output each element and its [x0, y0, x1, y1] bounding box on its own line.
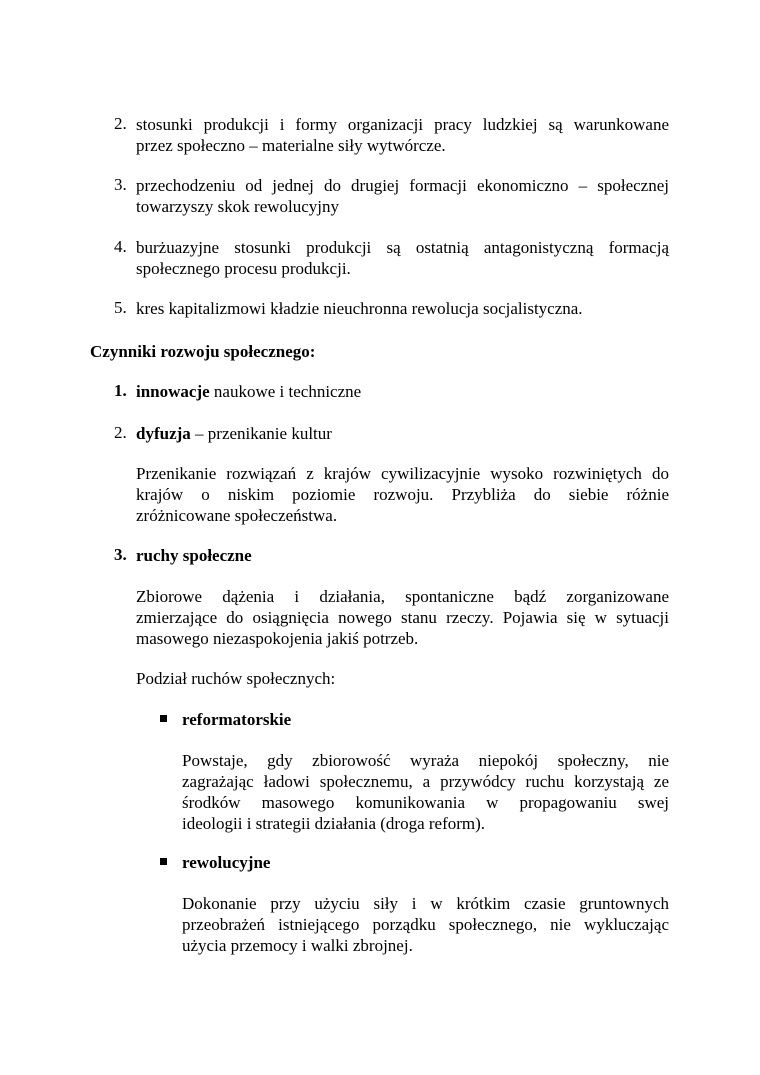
- factor-1: [136, 381, 361, 402]
- movement-type-name: reformatorskie: [182, 710, 292, 729]
- list-item-text: [136, 237, 669, 279]
- factor-2-description: [136, 463, 669, 526]
- text-line: użycia przemocy i walki zbrojnej.: [182, 936, 413, 955]
- text-line: zagrażając ładowi społecznemu, a przywódcy ruchu korzystają ze: [182, 772, 669, 791]
- factor-number: 1.: [114, 381, 127, 400]
- list-number: 4.: [114, 237, 127, 256]
- text-line: ideologii i strategii działania (droga reform).: [182, 814, 486, 833]
- factor-rest: – przenikanie kultur: [190, 424, 332, 443]
- text-line: Dokonanie przy użyciu siły i w krótkim czasie gruntownych: [182, 894, 669, 913]
- text-line: przez społeczno – materialne siły wytwórcze.: [136, 136, 446, 155]
- text-line: środków masowego komunikowania w propagowaniu swej: [182, 793, 669, 812]
- division-label: Podział ruchów społecznych:: [136, 669, 336, 688]
- text-line: przechodzeniu od jednej do drugiej formacji ekonomiczno – społecznej: [136, 176, 669, 195]
- list-item-text: [136, 298, 669, 319]
- text-line: Powstaje, gdy zbiorowość wyraża niepokój społeczny, nie: [182, 751, 669, 770]
- text-line: masowego niezaspokojenia jakiś potrzeb.: [136, 629, 419, 648]
- movement-type-name: rewolucyjne: [182, 853, 271, 872]
- text-line: stosunki produkcji i formy organizacji pracy ludzkiej są warunkowane: [136, 115, 669, 134]
- text-line: zmierzające do osiągnięcia nowego stanu rzeczy. Pojawia się w sytuacji: [136, 608, 669, 627]
- factor-term: ruchy społeczne: [136, 546, 252, 565]
- factor-term: dyfuzja: [136, 424, 191, 443]
- factor-number: 3.: [114, 545, 127, 564]
- factor-3-description: [136, 586, 669, 649]
- square-bullet-icon: [160, 715, 167, 722]
- factor-rest: naukowe i techniczne: [209, 382, 362, 401]
- text-line: krajów o niskim poziomie rozwoju. Przybliża do siebie różnie: [136, 485, 669, 504]
- text-line: społecznego procesu produkcji.: [136, 259, 351, 278]
- factor-term: innowacje: [136, 382, 210, 401]
- factor-number: 2.: [114, 423, 127, 442]
- list-item-text: [136, 175, 669, 217]
- movement-type-description: [182, 893, 669, 956]
- section-heading: Czynniki rozwoju społecznego:: [90, 342, 316, 361]
- text-line: towarzyszy skok rewolucyjny: [136, 197, 340, 216]
- text-line: zróżnicowane społeczeństwa.: [136, 506, 338, 525]
- movement-type-description: [182, 750, 669, 834]
- list-number: 2.: [114, 114, 127, 133]
- text-line: Zbiorowe dążenia i działania, spontaniczne bądź zorganizowane: [136, 587, 669, 606]
- text-line: Przenikanie rozwiązań z krajów cywilizacyjnie wysoko rozwiniętych do: [136, 464, 669, 483]
- list-number: 5.: [114, 298, 127, 317]
- factor-2: [136, 423, 332, 444]
- list-number: 3.: [114, 175, 127, 194]
- square-bullet-icon: [160, 858, 167, 865]
- text-line: przeobrażeń istniejącego porządku społecznego, nie wykluczając: [182, 915, 669, 934]
- text-line: burżuazyjne stosunki produkcji są ostatnią antagonistyczną formacją: [136, 238, 669, 257]
- list-item-text: [136, 114, 669, 156]
- text-line: kres kapitalizmowi kładzie nieuchronna rewolucja socjalistyczna.: [136, 299, 583, 318]
